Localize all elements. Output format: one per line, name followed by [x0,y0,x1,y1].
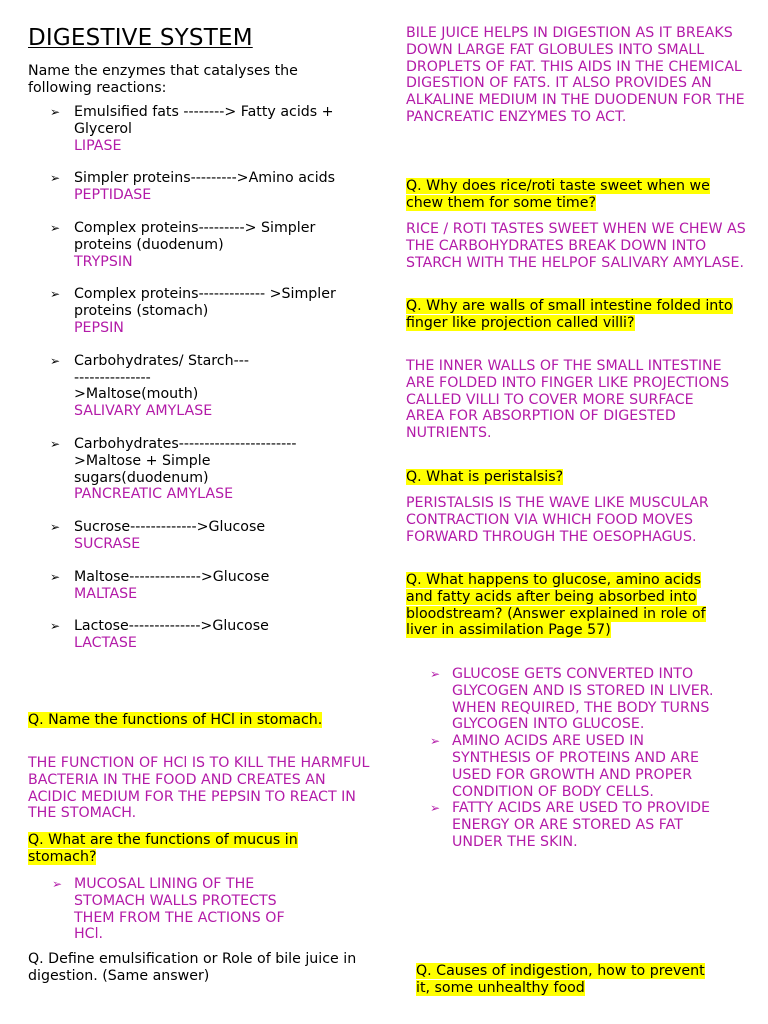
enzyme-name: TRYPSIN [74,253,133,270]
list-item [28,618,358,652]
question-text: Q. Name the functions of HCl in stomach. [28,712,323,728]
reaction-text: Complex proteins------------- >Simpler proteins (stomach) [74,286,336,320]
arrow-bullet-icon: ➢ [50,353,61,368]
arrow-bullet-icon: ➢ [430,734,441,749]
question-text: Q. What happens to glucose, amino acids and fatty acids after being absorbed into bloodstream? (Answer explained in role of liver in assimilation Page 57) [406,572,706,639]
arrow-bullet-icon: ➢ [50,105,61,119]
arrow-bullet-icon: ➢ [50,619,61,634]
answer-text: AMINO ACIDS ARE USED IN SYNTHESIS OF PROTEINS AND ARE USED FOR GROWTH AND PROPER CONDITION OF BODY CELLS. [452,733,699,800]
reaction-text: Emulsified fats --------> Fatty acids + Glycerol [74,104,334,137]
question-glucose [406,572,731,639]
list-item [28,876,328,943]
question-text: Q. What is peristalsis? [406,469,564,485]
enzyme-name: PEPSIN [74,319,124,336]
enzyme-name: LACTASE [74,635,137,652]
reaction-list [28,104,358,652]
arrow-bullet-icon: ➢ [50,569,61,584]
question-text: Q. Why does rice/roti taste sweet when we chew them for some time? [406,178,710,211]
reaction-text: Carbohydrates/ Starch------------------ >Maltose(mouth) [74,352,249,403]
arrow-bullet-icon: ➢ [430,801,441,816]
enzyme-name: LIPASE [74,137,122,154]
list-item [28,519,358,553]
list-item [28,220,358,270]
question-text: Q. Why are walls of small intestine folded into finger like projection called villi? [406,298,733,331]
enzyme-name: MALTASE [74,585,138,602]
arrow-bullet-icon: ➢ [50,436,61,451]
reaction-text: Simpler proteins--------->Amino acids [74,170,336,187]
question-bile: Q. Define emulsification or Role of bile juice in digestion. (Same answer) [28,951,357,984]
answer-peristalsis: PERISTALSIS IS THE WAVE LIKE MUSCULAR CONTRACTION VIA WHICH FOOD MOVES FORWARD THROUGH THE OESOPHAGUS. [406,495,709,545]
enzyme-name: PANCREATIC AMYLASE [74,486,234,503]
question-text: Q. What are the functions of mucus in stomach? [28,832,298,865]
arrow-bullet-icon: ➢ [50,520,61,535]
answer-text: GLUCOSE GETS CONVERTED INTO GLYCOGEN AND IS STORED IN LIVER. WHEN REQUIRED, THE BODY TURNS GLYCOGEN INTO GLUCOSE. [452,666,714,733]
reaction-text: Carbohydrates----------------------- >Maltose + Simple sugars(duodenum) [74,435,297,486]
arrow-bullet-icon: ➢ [430,667,441,681]
list-item [406,800,746,850]
answer-glucose-list [406,666,746,851]
reaction-text: Sucrose------------->Glucose [74,519,266,536]
arrow-bullet-icon: ➢ [50,220,61,235]
intro-text: Name the enzymes that catalyses the following reactions: [28,63,298,96]
reaction-text: Lactose-------------->Glucose [74,618,269,635]
arrow-bullet-icon: ➢ [50,171,61,186]
question-rice [406,178,726,212]
page-title: DIGESTIVE SYSTEM [28,25,253,51]
question-hcl [28,712,328,729]
question-indigestion [416,963,716,997]
list-item [28,104,358,154]
list-item [28,436,358,503]
list-item [28,170,358,204]
answer-bile: BILE JUICE HELPS IN DIGESTION AS IT BREAKS DOWN LARGE FAT GLOBULES INTO SMALL DROPLETS OF FAT. THIS AIDS IN THE CHEMICAL DIGESTION OF FATS. IT ALSO PROVIDES AN ALKALINE MEDIUM IN THE DUODENUN FOR THE PANCREATIC ENZYMES TO ACT. [406,25,745,125]
question-villi [406,298,741,332]
list-item [406,666,746,733]
enzyme-name: PEPTIDASE [74,187,152,204]
list-item [28,569,358,603]
answer-villi: THE INNER WALLS OF THE SMALL INTESTINE ARE FOLDED INTO FINGER LIKE PROJECTIONS CALLED VILLI TO COVER MORE SURFACE AREA FOR ABSORPTION OF DIGESTED NUTRIENTS. [406,358,730,442]
answer-text: MUCOSAL LINING OF THE STOMACH WALLS PROTECTS THEM FROM THE ACTIONS OF HCl. [74,876,285,943]
list-item [406,733,746,800]
answer-text: FATTY ACIDS ARE USED TO PROVIDE ENERGY OR ARE STORED AS FAT UNDER THE SKIN. [452,800,710,850]
question-peristalsis [406,469,736,486]
arrow-bullet-icon: ➢ [52,877,63,891]
enzyme-name: SUCRASE [74,535,141,552]
list-item [28,353,358,420]
reaction-text: Complex proteins---------> Simpler proteins (duodenum) [74,219,316,253]
arrow-bullet-icon: ➢ [50,287,61,302]
reaction-text: Maltose-------------->Glucose [74,568,270,585]
enzyme-name: SALIVARY AMYLASE [74,403,213,420]
answer-hcl: THE FUNCTION OF HCl IS TO KILL THE HARMFUL BACTERIA IN THE FOOD AND CREATES AN ACIDIC MEDIUM FOR THE PEPSIN TO REACT IN THE STOMACH. [28,755,370,822]
question-mucus [28,832,363,866]
answer-rice: RICE / ROTI TASTES SWEET WHEN WE CHEW AS THE CARBOHYDRATES BREAK DOWN INTO STARCH WITH THE HELPOF SALIVARY AMYLASE. [406,221,746,271]
question-text: Q. Causes of indigestion, how to prevent it, some unhealthy food [416,963,705,996]
answer-mucus-list [28,876,328,943]
list-item [28,286,358,336]
